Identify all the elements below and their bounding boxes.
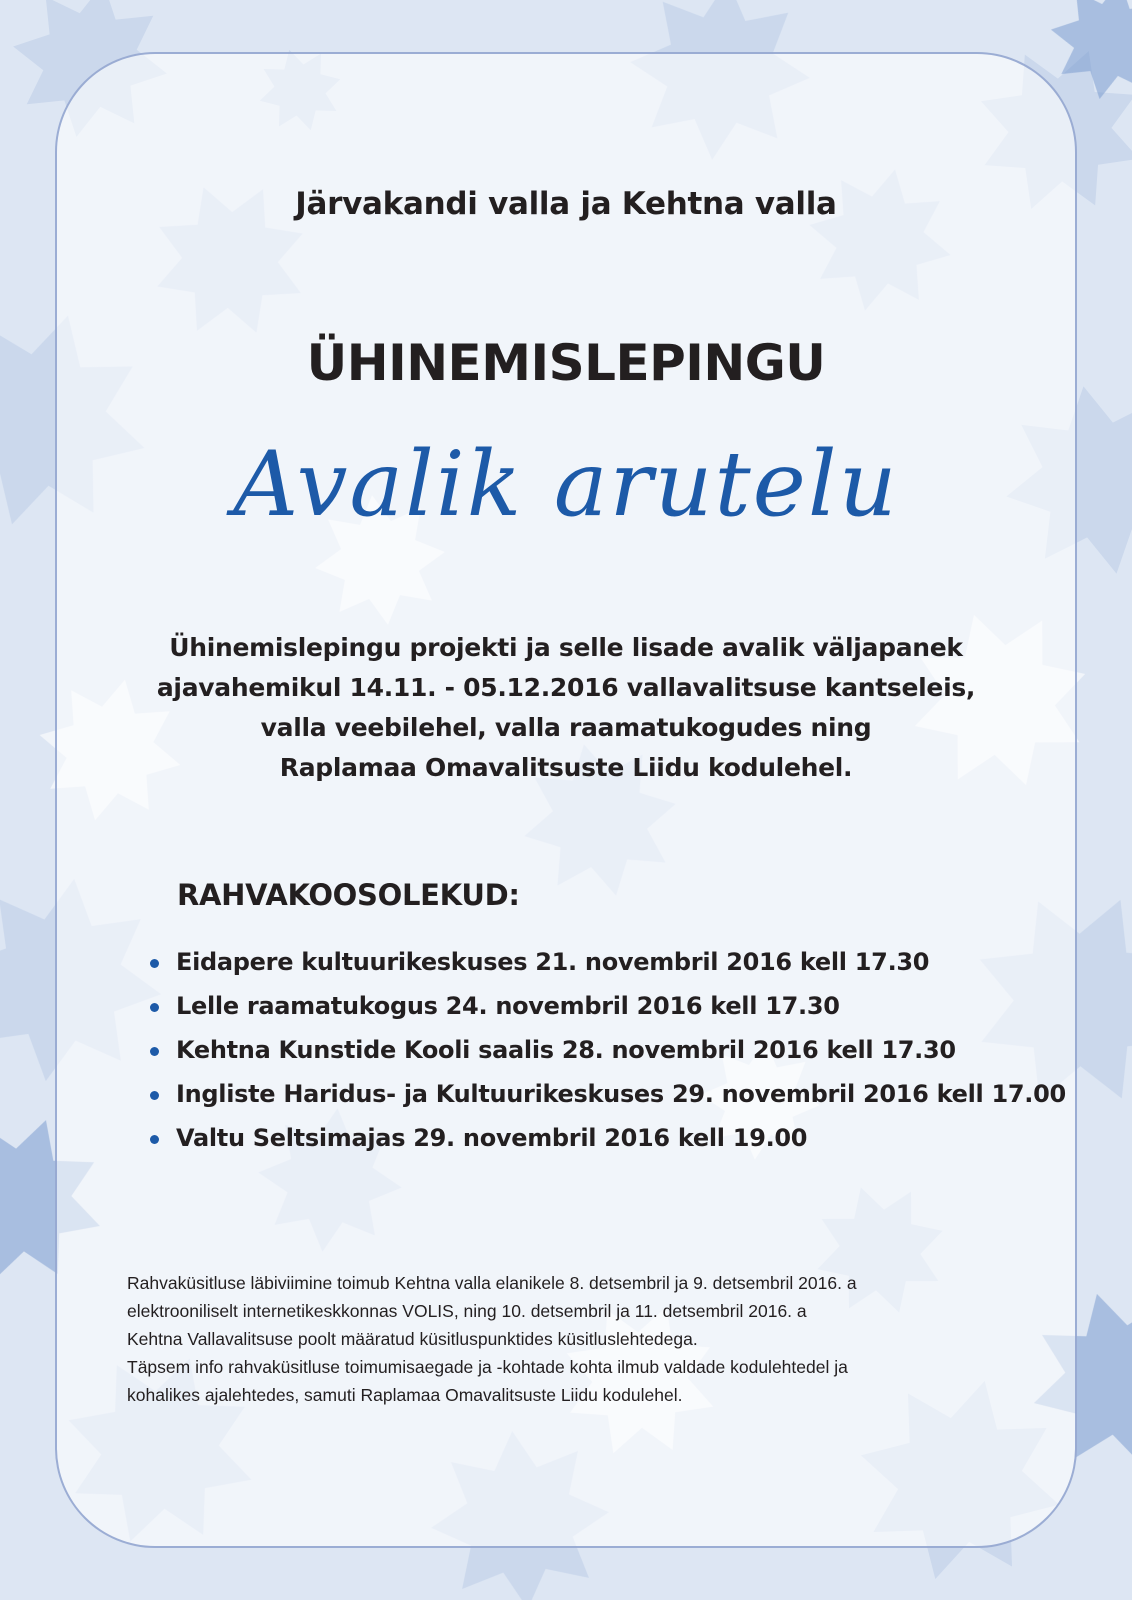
bullet-icon [150,1047,159,1056]
intro-line: Ühinemislepingu projekti ja selle lisade avalik väljapanek [169,633,963,662]
meeting-item [150,992,1066,1036]
meeting-text: Lelle raamatukogus 24. novembril 2016 kell 17.30 [176,992,840,1020]
footnote-line: Täpsem info rahvaküsitluse toimumisaegade ja -kohtade kohta ilmub valdade kodulehtedel ja [127,1357,848,1377]
meetings-list [150,948,1066,1168]
poster-subtitle: Järvakandi valla ja Kehtna valla [295,186,837,222]
intro-paragraph [0,628,1132,788]
bullet-icon [150,1091,159,1100]
bullet-icon [150,1135,159,1144]
meeting-item [150,1080,1066,1124]
poster-heading: ÜHINEMISLEPINGU [306,334,826,392]
meeting-item [150,1124,1066,1168]
footnote-line: Rahvaküsitluse läbiviimine toimub Kehtna valla elanikele 8. detsembril ja 9. detsembril 2016. a [127,1273,857,1293]
footnote-line: kohalikes ajalehtedes, samuti Raplamaa Omavalitsuste Liidu kodulehel. [127,1385,683,1405]
meeting-item [150,1036,1066,1080]
intro-line: Raplamaa Omavalitsuste Liidu kodulehel. [279,753,853,782]
bullet-icon [150,959,159,968]
intro-line: ajavahemikul 14.11. - 05.12.2016 vallavalitsuse kantseleis, [156,673,976,702]
footnote-line: elektrooniliselt internetikeskkonnas VOLIS, ning 10. detsembril ja 11. detsembril 2016. a [127,1301,807,1321]
footnote [127,1269,1007,1409]
meeting-text: Eidapere kultuurikeskuses 21. novembril 2016 kell 17.30 [176,948,930,976]
meeting-text: Kehtna Kunstide Kooli saalis 28. novembril 2016 kell 17.30 [176,1036,956,1064]
script-title: Avalik arutelu [233,432,899,537]
meeting-item [150,948,1066,992]
meetings-title: RAHVAKOOSOLEKUD: [177,878,520,912]
meeting-text: Valtu Seltsimajas 29. novembril 2016 kell 19.00 [176,1124,808,1152]
bullet-icon [150,1003,159,1012]
intro-line: valla veebilehel, valla raamatukogudes ning [260,713,872,742]
meeting-text: Ingliste Haridus- ja Kultuurikeskuses 29. novembril 2016 kell 17.00 [176,1080,1066,1108]
footnote-line: Kehtna Vallavalitsuse poolt määratud küsitluspunktides küsitluslehtedega. [127,1329,698,1349]
